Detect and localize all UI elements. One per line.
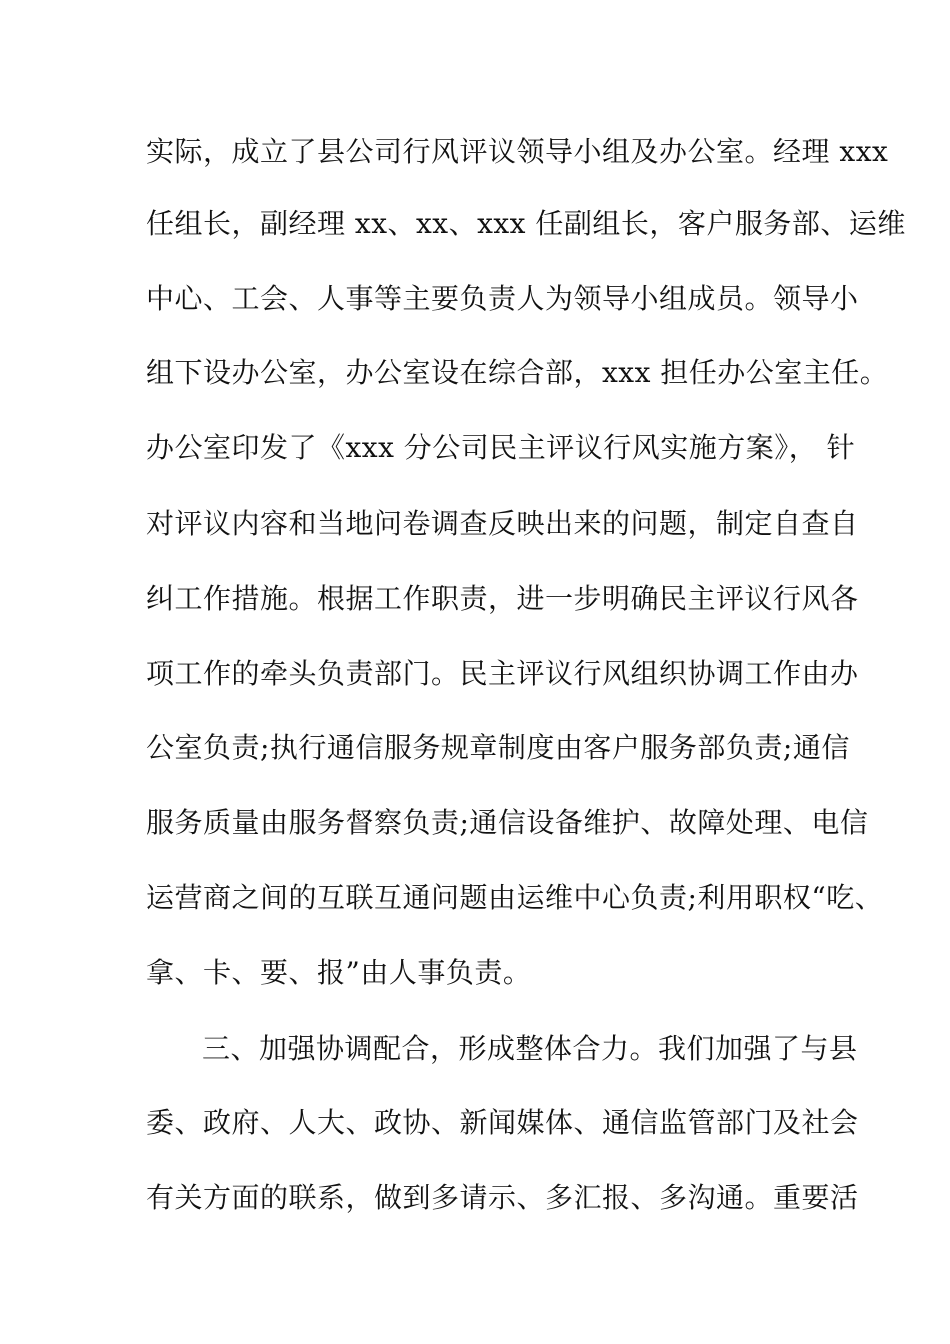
text-line: 对评议内容和当地问卷调查反映出来的问题，制定自查自 [146,507,859,540]
text-line: 有关方面的联系，做到多请示、多汇报、多沟通。重要活 [146,1181,859,1214]
text-line: 公室负责;执行通信服务规章制度由客户服务部负责;通信 [146,731,850,764]
text-line: 办公室印发了《xxx 分公司民主评议行风实施方案》， 针 [146,431,856,464]
text-line: 运营商之间的互联互通问题由运维中心负责;利用职权“吃、 [146,881,884,914]
text-line: 任组长，副经理 xx、xx、xxx 任副组长，客户服务部、运维 [146,207,906,240]
text-line: 拿、卡、要、报”由人事负责。 [146,956,532,989]
text-line: 项工作的牵头负责部门。民主评议行风组织协调工作由办 [146,657,859,690]
text-line: 纠工作措施。根据工作职责，进一步明确民主评议行风各 [146,582,859,615]
text-line: 中心、工会、人事等主要负责人为领导小组成员。领导小 [146,282,859,315]
paragraph-first-line: 三、加强协调配合，形成整体合力。我们加强了与县 [202,1032,858,1065]
text-line: 实际，成立了县公司行风评议领导小组及办公室。经理 xxx [146,135,889,168]
text-line: 组下设办公室，办公室设在综合部，xxx 担任办公室主任。 [146,356,889,389]
text-line: 服务质量由服务督察负责;通信设备维护、故障处理、电信 [146,806,869,839]
text-line: 委、政府、人大、政协、新闻媒体、通信监管部门及社会 [146,1106,859,1139]
